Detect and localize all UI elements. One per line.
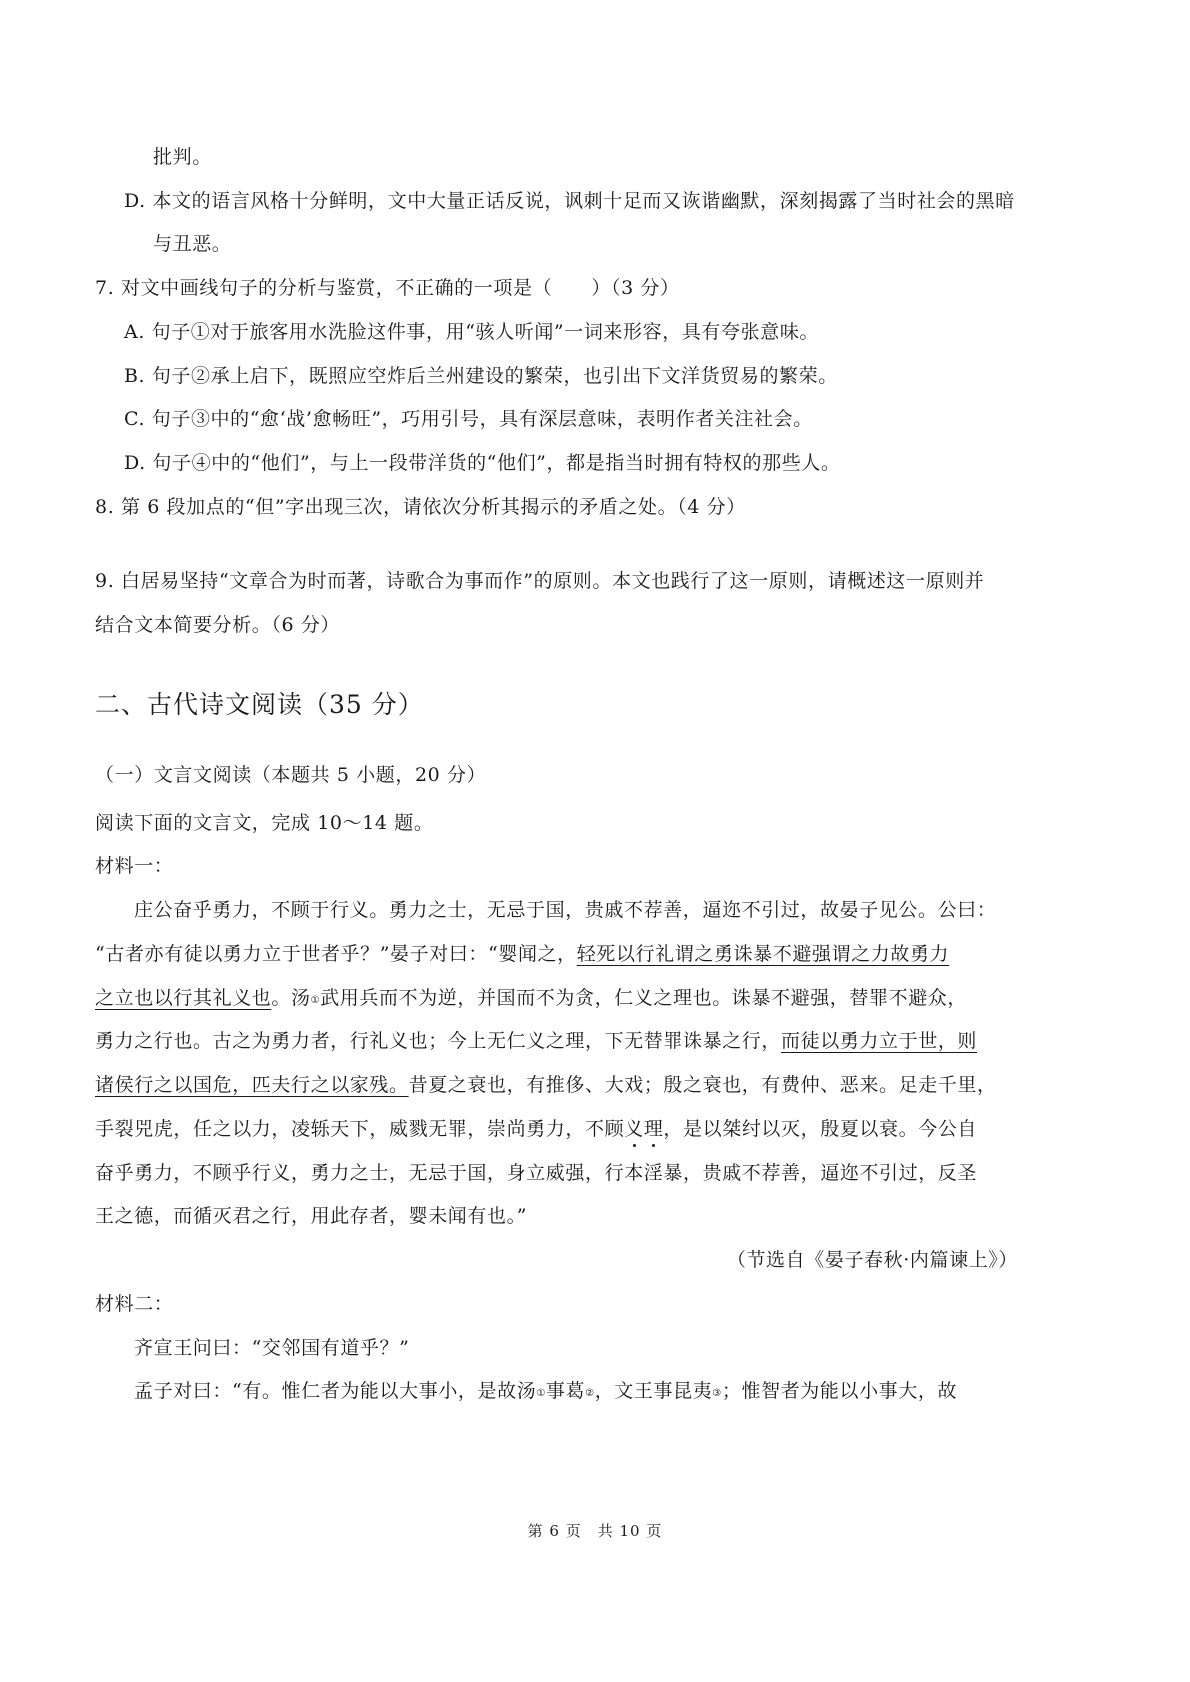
underlined-sentence-1a: 轻死以行礼谓之勇诛暴不避强谓之力故勇力 xyxy=(576,943,950,965)
material1-paragraph-line8: 王之德，而循灭君之行，用此存者，婴未闻有也。” xyxy=(95,1205,528,1227)
material2-paragraph-line2: 孟子对曰：“有。惟仁者为能以大事小，是故汤①事葛②，文王事昆夷③；惟智者为能以小事大，故 xyxy=(134,1380,958,1402)
q6-option-c-tail: 批判。 xyxy=(153,146,212,168)
q9-stem-line2: 结合文本简要分析。（6 分） xyxy=(95,614,341,636)
material1-label: 材料一： xyxy=(95,855,174,877)
underlined-sentence-2a: 而徒以勇力立于世，则 xyxy=(781,1030,978,1052)
footnote-marker: ② xyxy=(585,1388,595,1399)
material1-paragraph-line1: 庄公奋乎勇力，不顾于行义。勇力之士，无忌于国，贵戚不荐善，逼迩不引过，故晏子见公。公曰： xyxy=(134,899,997,921)
q6-option-d-line1: D. 本文的语言风格十分鲜明，文中大量正话反说，讽刺十足而又诙谐幽默，深刻揭露了当时社会的黑暗 xyxy=(124,190,1015,212)
section-title: 二、古代诗文阅读（35 分） xyxy=(95,690,424,719)
underlined-sentence-1b: 之立也以行其礼义也 xyxy=(95,987,272,1009)
material2-paragraph-line1: 齐宣王问曰：“交邻国有道乎？” xyxy=(134,1337,410,1359)
material2-label: 材料二： xyxy=(95,1293,174,1315)
underlined-sentence-2b: 诸侯行之以国危，匹夫行之以家残。 xyxy=(95,1074,409,1096)
page-footer: 第 6 页 共 10 页 xyxy=(527,1522,663,1540)
footnote-marker: ③ xyxy=(712,1388,722,1399)
reading-instruction: 阅读下面的文言文，完成 10～14 题。 xyxy=(95,812,434,834)
q9-stem-line1: 9. 白居易坚持“文章合为时而著，诗歌合为事而作”的原则。本文也践行了这一原则，请概述这一原则并 xyxy=(95,570,985,592)
dotted-char-yi: 义 xyxy=(624,1118,644,1140)
material1-paragraph-line4: 勇力之行也。古之为勇力者，行礼义也；今上无仁义之理，下无替罪诛暴之行，而徒以勇力立于世，则 xyxy=(95,1030,978,1052)
q7-option-d: D. 句子④中的“他们”，与上一段带洋货的“他们”，都是指当时拥有特权的那些人。 xyxy=(124,452,841,474)
q7-stem: 7. 对文中画线句子的分析与鉴赏，不正确的一项是（ ）（3 分） xyxy=(95,277,680,299)
q8-stem: 8. 第 6 段加点的“但”字出现三次，请依次分析其揭示的矛盾之处。（4 分） xyxy=(95,496,746,518)
material1-paragraph-line7: 奋乎勇力，不顾乎行义，勇力之士，无忌于国，身立威强，行本淫暴，贵戚不荐善，逼迩不引过，反圣 xyxy=(95,1162,978,1184)
subsection-title: （一）文言文阅读（本题共 5 小题，20 分） xyxy=(95,764,487,786)
material1-paragraph-line2: “古者亦有徒以勇力立于世者乎？”晏子对曰：“婴闻之，轻死以行礼谓之勇诛暴不避强谓之力故勇力 xyxy=(95,943,950,965)
q7-option-c: C. 句子③中的“愈‘战’愈畅旺”，巧用引号，具有深层意味，表明作者关注社会。 xyxy=(124,408,813,430)
material1-paragraph-line6: 手裂兕虎，任之以力，凌轹天下，威戮无罪，崇尚勇力，不顾义理，是以桀纣以灭，殷夏以衰。今公自 xyxy=(95,1118,978,1140)
material1-paragraph-line3: 之立也以行其礼义也。汤①武用兵而不为逆，并国而不为贪，仁义之理也。诛暴不避强，替罪不避众， xyxy=(95,987,967,1009)
footnote-marker: ① xyxy=(536,1388,546,1399)
q7-option-a: A. 句子①对于旅客用水洗脸这件事，用“骇人听闻”一词来形容，具有夸张意味。 xyxy=(124,321,820,343)
material1-paragraph-line5: 诸侯行之以国危，匹夫行之以家残。昔夏之衰也，有推侈、大戏；殷之衰也，有费仲、恶来。足走千里， xyxy=(95,1074,997,1096)
material1-source: （节选自《晏子春秋·内篇谏上》） xyxy=(726,1249,1018,1271)
footnote-marker: ① xyxy=(310,995,321,1006)
q6-option-d-line2: 与丑恶。 xyxy=(153,233,232,255)
dotted-char-li: 理 xyxy=(643,1118,664,1140)
q7-option-b: B. 句子②承上启下，既照应空炸后兰州建设的繁荣，也引出下文洋货贸易的繁荣。 xyxy=(124,365,838,387)
